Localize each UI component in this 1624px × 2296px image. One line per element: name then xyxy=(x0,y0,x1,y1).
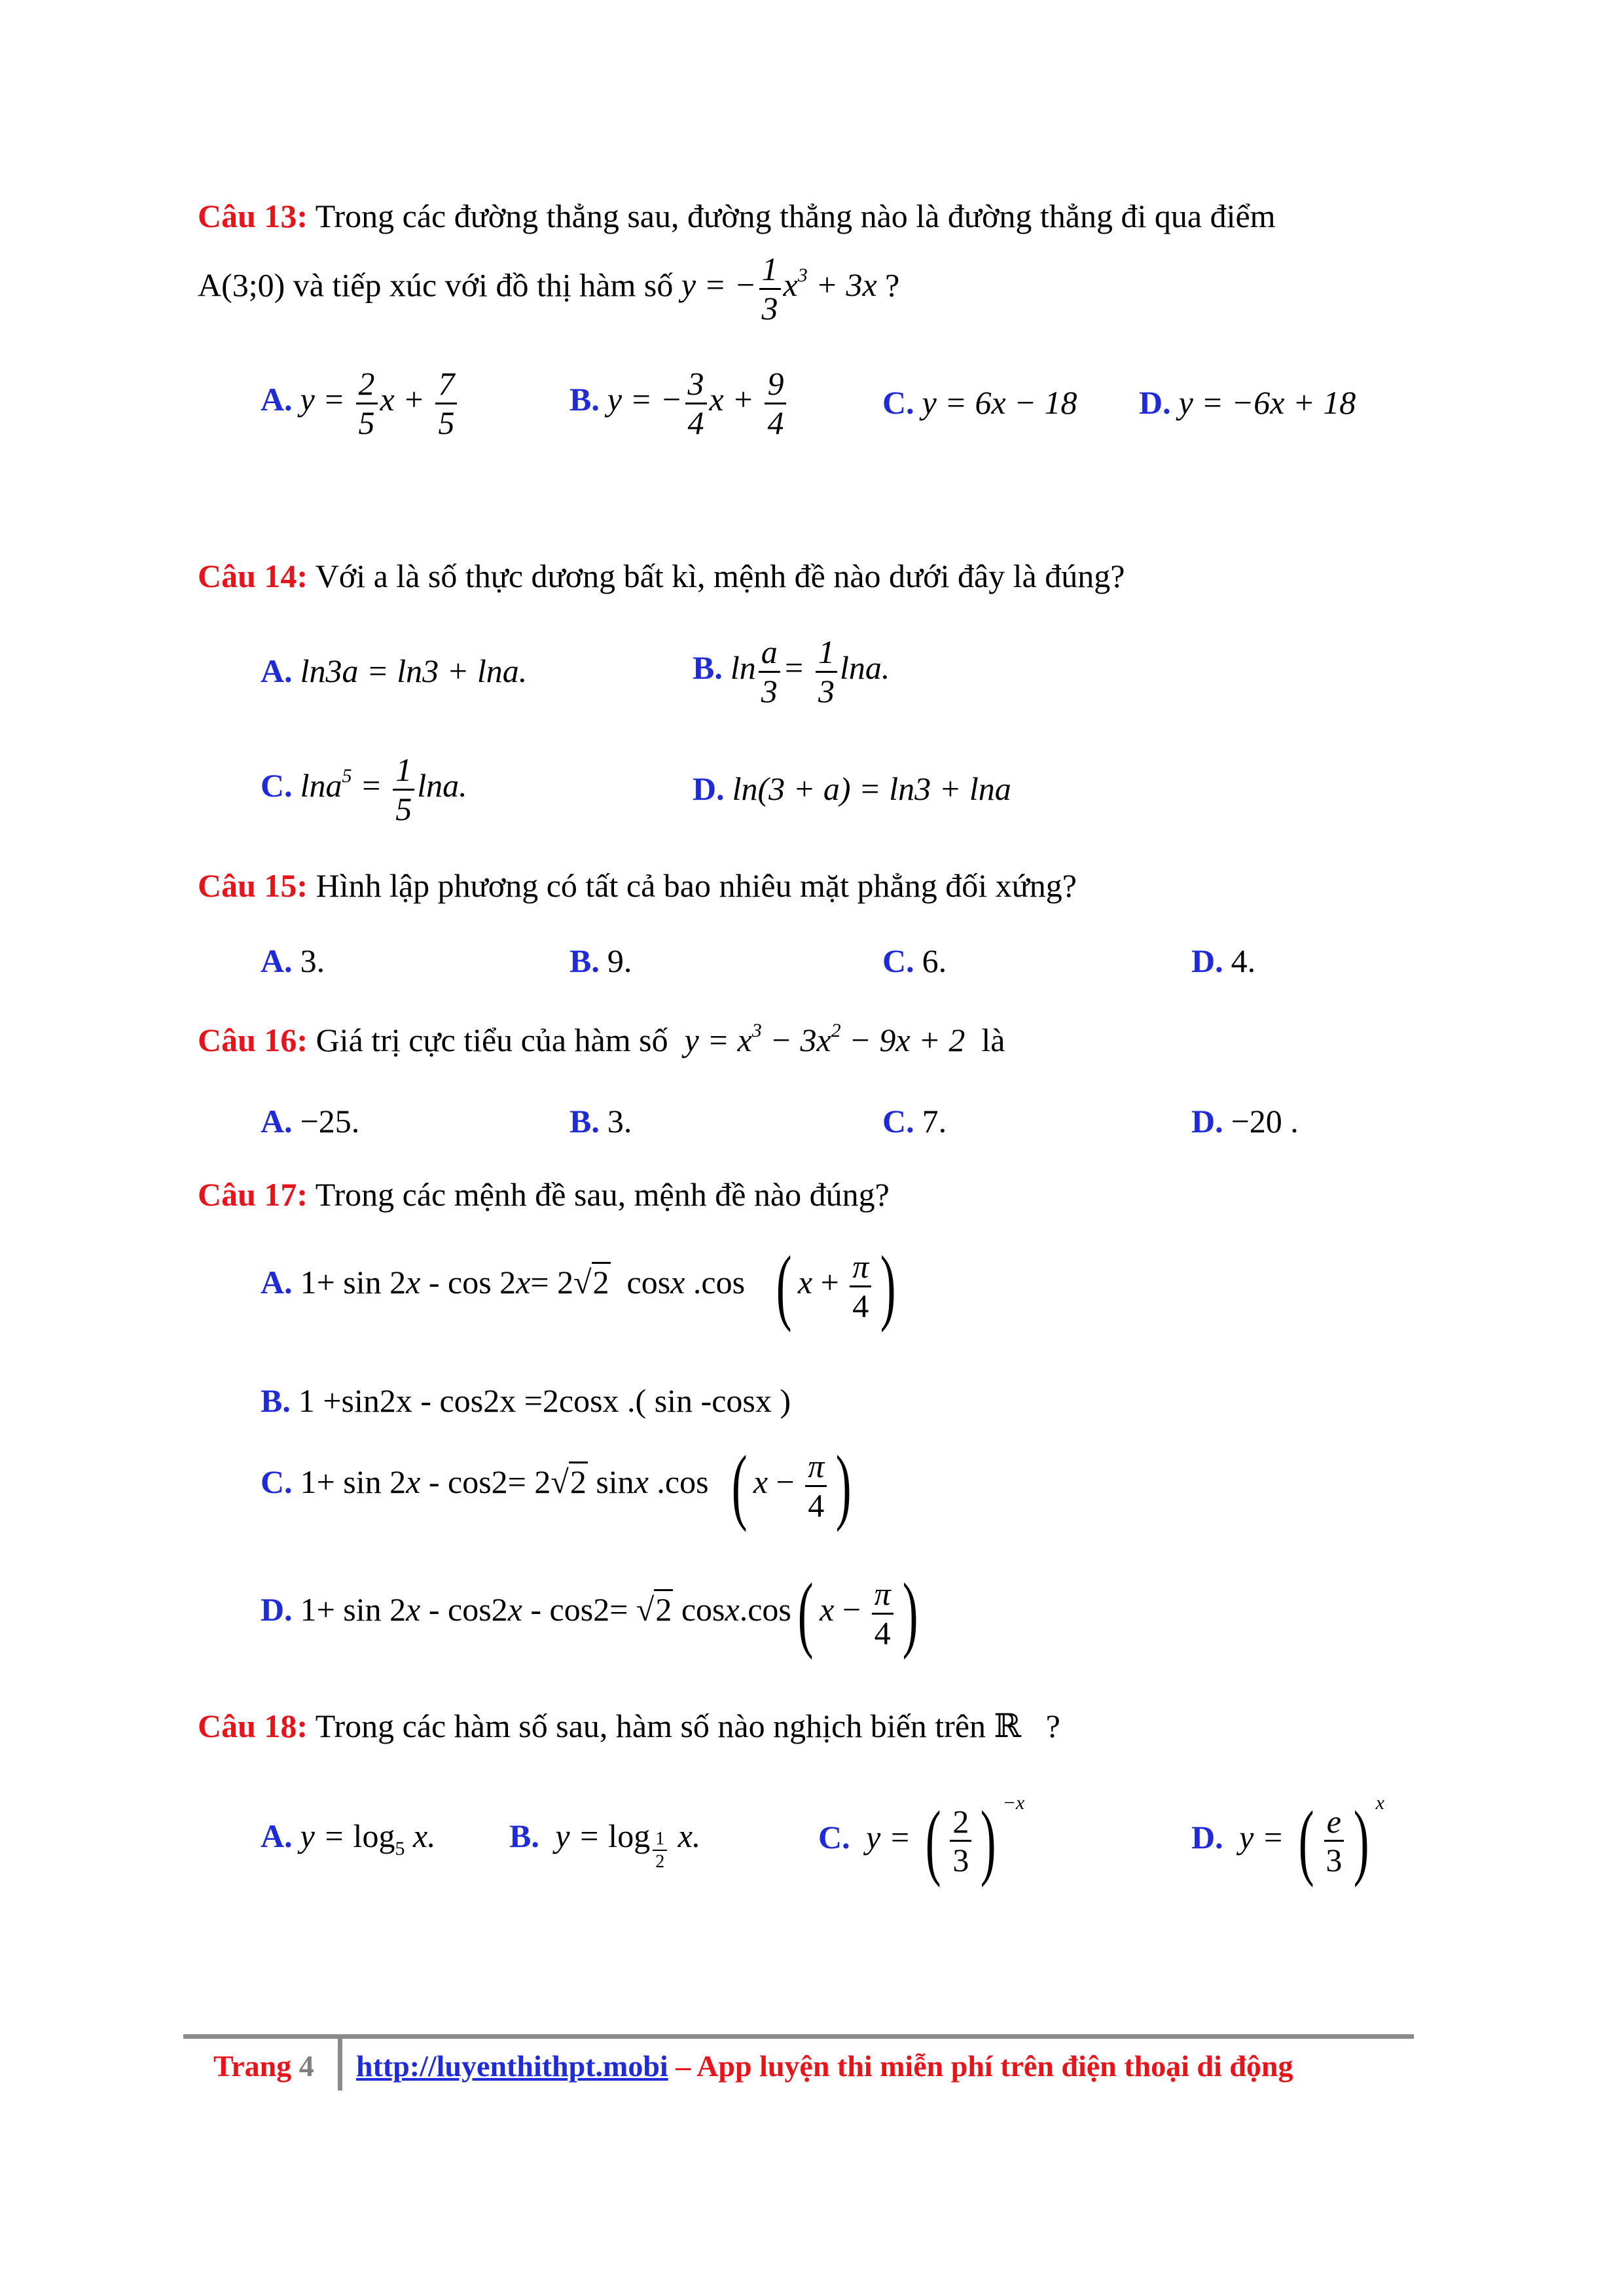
question-18: Câu 18: Trong các hàm số sau, hàm số nào nghịch biến trên ℝ ? xyxy=(198,1708,1060,1744)
footer-divider xyxy=(183,2034,1414,2039)
option-d[interactable]: D. ln(3 + a) = ln3 + lna xyxy=(693,770,1011,807)
option-a[interactable]: A. 3. xyxy=(261,942,325,979)
set-symbol: ℝ xyxy=(994,1708,1022,1744)
option-a[interactable]: A. y = $\frac{2}{5}$ x + $\frac{7}{5}$ xyxy=(261,367,460,440)
option-d[interactable]: D. 4. xyxy=(1191,942,1256,979)
option-b[interactable]: B. 1 +sin2x - cos2x =2cosx .( sin -cosx ) xyxy=(261,1382,791,1419)
question-text: Hình lập phương có tất cả bao nhiêu mặt phẳng đối xứng? xyxy=(316,867,1077,904)
option-c[interactable]: C. y = 6x − 18 xyxy=(882,384,1077,421)
option-d[interactable]: D. y = ( $\frac{e}{3}$ ) $^x$ xyxy=(1191,1792,1384,1888)
question-label: Câu 16: xyxy=(198,1022,308,1058)
question-text: Trong các hàm số sau, hàm số nào nghịch biến trên xyxy=(315,1708,986,1744)
question-17 xyxy=(198,1178,1441,1211)
option-b[interactable]: B. y = log $_{\frac{1}{2}}$ x. xyxy=(509,1818,701,1873)
question-label: Câu 15: xyxy=(198,867,308,904)
question-text: Với a là số thực dương bất kì, mệnh đề nào dưới đây là đúng? xyxy=(315,558,1125,594)
option-a[interactable]: A. $y = \log_5 x$. xyxy=(261,1818,436,1859)
question-label: Câu 18: xyxy=(198,1708,308,1744)
option-a[interactable]: A. 1+ sin 2x - cos 2x= 2√2 cosx .cos ( x + $\frac{\pi}{4}$ ) xyxy=(261,1239,896,1333)
option-d[interactable]: D. 1+ sin 2x - cos2x - cos2= √2 cosx.cos( x − $\frac{\pi}{4}$ ) xyxy=(261,1566,918,1660)
formula: y = − $\frac{1}{3}$ $x^3 + 3x$ xyxy=(681,251,877,327)
question-14 xyxy=(198,560,1441,592)
option-d[interactable]: D. −20 . xyxy=(1191,1103,1299,1139)
question-15 xyxy=(198,869,1441,902)
footer-tagline: – App luyện thi miễn phí trên điện thoại di động xyxy=(676,2049,1293,2083)
option-b[interactable]: B. 3. xyxy=(569,1103,632,1139)
question-text: Trong các mệnh đề sau, mệnh đề nào đúng? xyxy=(315,1176,890,1213)
question-label: Câu 14: xyxy=(198,558,308,594)
formula: $y = x^3 - 3x^2 - 9x + 2$ xyxy=(676,1020,973,1058)
option-b[interactable]: B. ln $\frac{a}{3}$ = $\frac{1}{3}$ lna. xyxy=(693,634,890,709)
question-text: Trong các đường thẳng sau, đường thẳng nào là đường thẳng đi qua điểm xyxy=(315,198,1276,234)
option-d[interactable]: D. y = −6x + 18 xyxy=(1139,384,1356,421)
question-13-line2: A(3;0) và tiếp xúc với đồ thị hàm số y = − $\frac{1}{3}$ $x^3 + 3x$ ? xyxy=(198,251,900,327)
option-c[interactable]: C. 7. xyxy=(882,1103,947,1139)
page-number: Trang 4 xyxy=(213,2049,314,2083)
option-b[interactable]: B. y = − $\frac{3}{4}$ x + $\frac{9}{4}$ xyxy=(569,367,789,440)
question-16: Câu 16: Giá trị cực tiểu của hàm số $y = x^3 - 3x^2 - 9x + 2$ là xyxy=(198,1020,1005,1058)
option-a[interactable]: A. −25. xyxy=(261,1103,360,1139)
footer-text xyxy=(356,2049,1293,2083)
option-c[interactable]: C. 6. xyxy=(882,942,947,979)
question-text: Giá trị cực tiểu của hàm số xyxy=(316,1022,668,1058)
option-a[interactable]: A. ln3a = ln3 + lna. xyxy=(261,653,528,689)
question-13 xyxy=(198,200,1441,232)
option-c[interactable]: C. y = ( $\frac{2}{3}$ ) $^{-x}$ xyxy=(818,1792,1025,1888)
question-text: A(3;0) và tiếp xúc với đồ thị hàm số xyxy=(198,266,674,304)
footer-separator xyxy=(338,2037,342,2090)
question-label: Câu 17: xyxy=(198,1176,308,1213)
option-c[interactable]: C. 1+ sin 2x - cos2= 2√2 sinx .cos ( x − $\frac{\pi}{4}$ ) xyxy=(261,1439,852,1533)
question-label: Câu 13: xyxy=(198,198,308,234)
footer-link[interactable]: http://luyenthithpt.mobi xyxy=(356,2049,668,2083)
option-b[interactable]: B. 9. xyxy=(569,942,632,979)
option-c[interactable]: C. lna$^5$ = $\frac{1}{5}$ lna. xyxy=(261,751,467,827)
